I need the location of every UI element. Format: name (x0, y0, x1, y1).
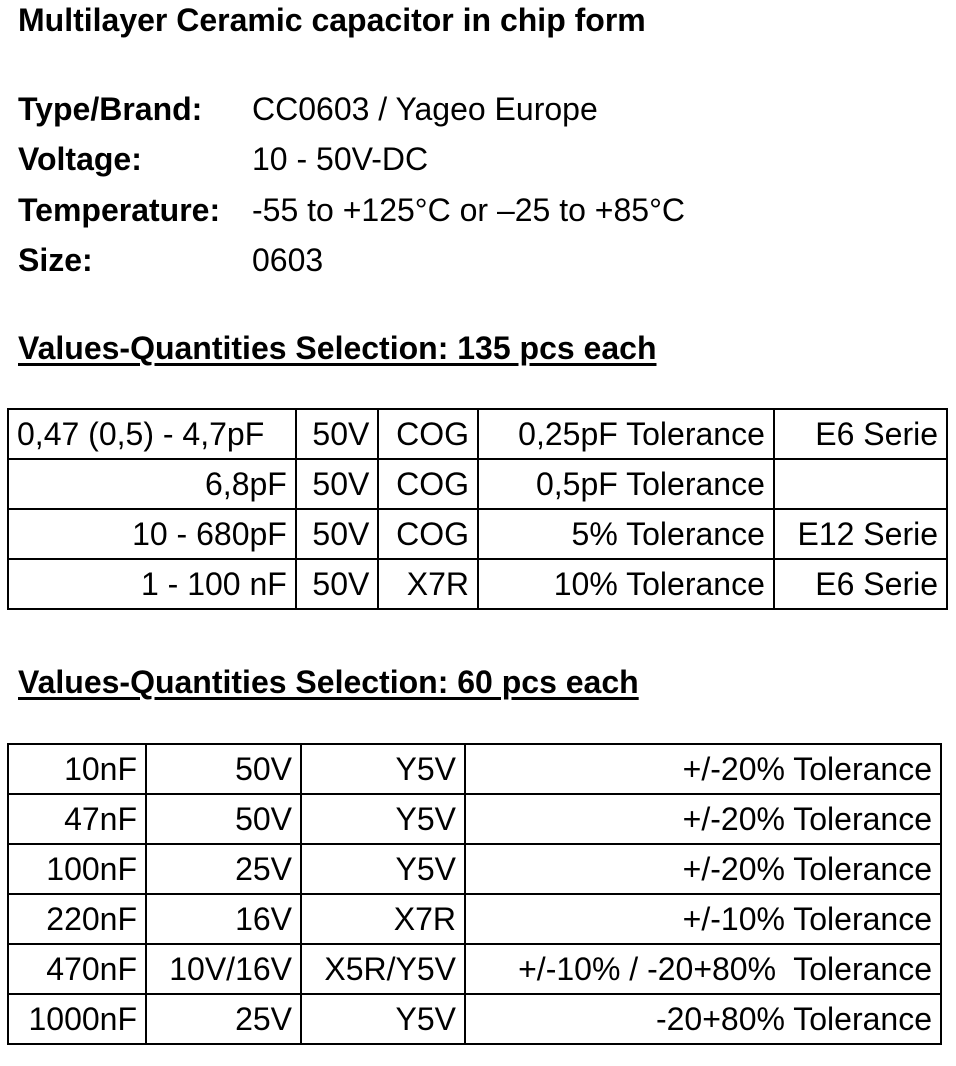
section-heading-135: Values-Quantities Selection: 135 pcs each (18, 330, 657, 366)
table-row (8, 459, 947, 509)
table-cell: E6 Serie (774, 409, 947, 459)
table-cell: 50V (296, 559, 379, 609)
table-cell: 16V (146, 894, 301, 944)
table-cell: Y5V (301, 844, 465, 894)
table-row (8, 844, 941, 894)
table-cell: 50V (296, 409, 379, 459)
spec-label: Voltage: (18, 141, 142, 177)
spec-label: Type/Brand: (18, 91, 203, 127)
table-row (8, 509, 947, 559)
spec-row-temperature (18, 190, 685, 230)
table-cell: Y5V (301, 744, 465, 794)
table-cell: 470nF (8, 944, 146, 994)
table-cell: 5% Tolerance (478, 509, 774, 559)
table-cell: 10 - 680pF (8, 509, 296, 559)
table-cell: 50V (296, 459, 379, 509)
spec-row-voltage (18, 139, 428, 179)
table-135-pcs (7, 408, 948, 610)
table-cell: 0,5pF Tolerance (478, 459, 774, 509)
table-cell: 1 - 100 nF (8, 559, 296, 609)
table-cell: Y5V (301, 794, 465, 844)
table-cell: -20+80% Tolerance (465, 994, 941, 1044)
section-heading-60: Values-Quantities Selection: 60 pcs each (18, 664, 639, 700)
spec-row-size (18, 240, 323, 280)
spec-value: -55 to +125°C or –25 to +85°C (252, 192, 685, 228)
table-cell: Y5V (301, 994, 465, 1044)
table-cell: 50V (146, 794, 301, 844)
table-cell: E6 Serie (774, 559, 947, 609)
table-row (8, 559, 947, 609)
table-cell: E12 Serie (774, 509, 947, 559)
table-cell: +/-10% Tolerance (465, 894, 941, 944)
spec-row-type-brand (18, 89, 598, 129)
table-cell: 1000nF (8, 994, 146, 1044)
spec-value: 10 - 50V-DC (252, 141, 429, 177)
table-cell (774, 459, 947, 509)
table-row (8, 894, 941, 944)
table-row (8, 409, 947, 459)
table-cell: 0,47 (0,5) - 4,7pF (8, 409, 296, 459)
table-cell: COG (378, 409, 478, 459)
table-cell: 47nF (8, 794, 146, 844)
table-row (8, 994, 941, 1044)
table-row (8, 794, 941, 844)
table-row (8, 744, 941, 794)
table-cell: 6,8pF (8, 459, 296, 509)
table-cell: +/-20% Tolerance (465, 844, 941, 894)
spec-label: Temperature: (18, 192, 221, 228)
table-cell: 220nF (8, 894, 146, 944)
table-row (8, 944, 941, 994)
table-cell: 10nF (8, 744, 146, 794)
table-cell: X7R (301, 894, 465, 944)
table-cell: COG (378, 509, 478, 559)
table-cell: COG (378, 459, 478, 509)
table-cell: 0,25pF Tolerance (478, 409, 774, 459)
table-cell: 100nF (8, 844, 146, 894)
spec-label: Size: (18, 242, 93, 278)
table-cell: 25V (146, 844, 301, 894)
table-cell: +/-10% / -20+80% Tolerance (465, 944, 941, 994)
table-cell: 10% Tolerance (478, 559, 774, 609)
spec-value: 0603 (252, 242, 324, 278)
table-cell: 25V (146, 994, 301, 1044)
table-cell: +/-20% Tolerance (465, 744, 941, 794)
table-cell: 50V (146, 744, 301, 794)
spec-value: CC0603 / Yageo Europe (252, 91, 598, 127)
table-cell: X7R (378, 559, 478, 609)
table-cell: +/-20% Tolerance (465, 794, 941, 844)
table-cell: 50V (296, 509, 379, 559)
table-cell: X5R/Y5V (301, 944, 465, 994)
document-title: Multilayer Ceramic capacitor in chip form (18, 2, 646, 38)
table-cell: 10V/16V (146, 944, 301, 994)
table-60-pcs (7, 743, 942, 1045)
